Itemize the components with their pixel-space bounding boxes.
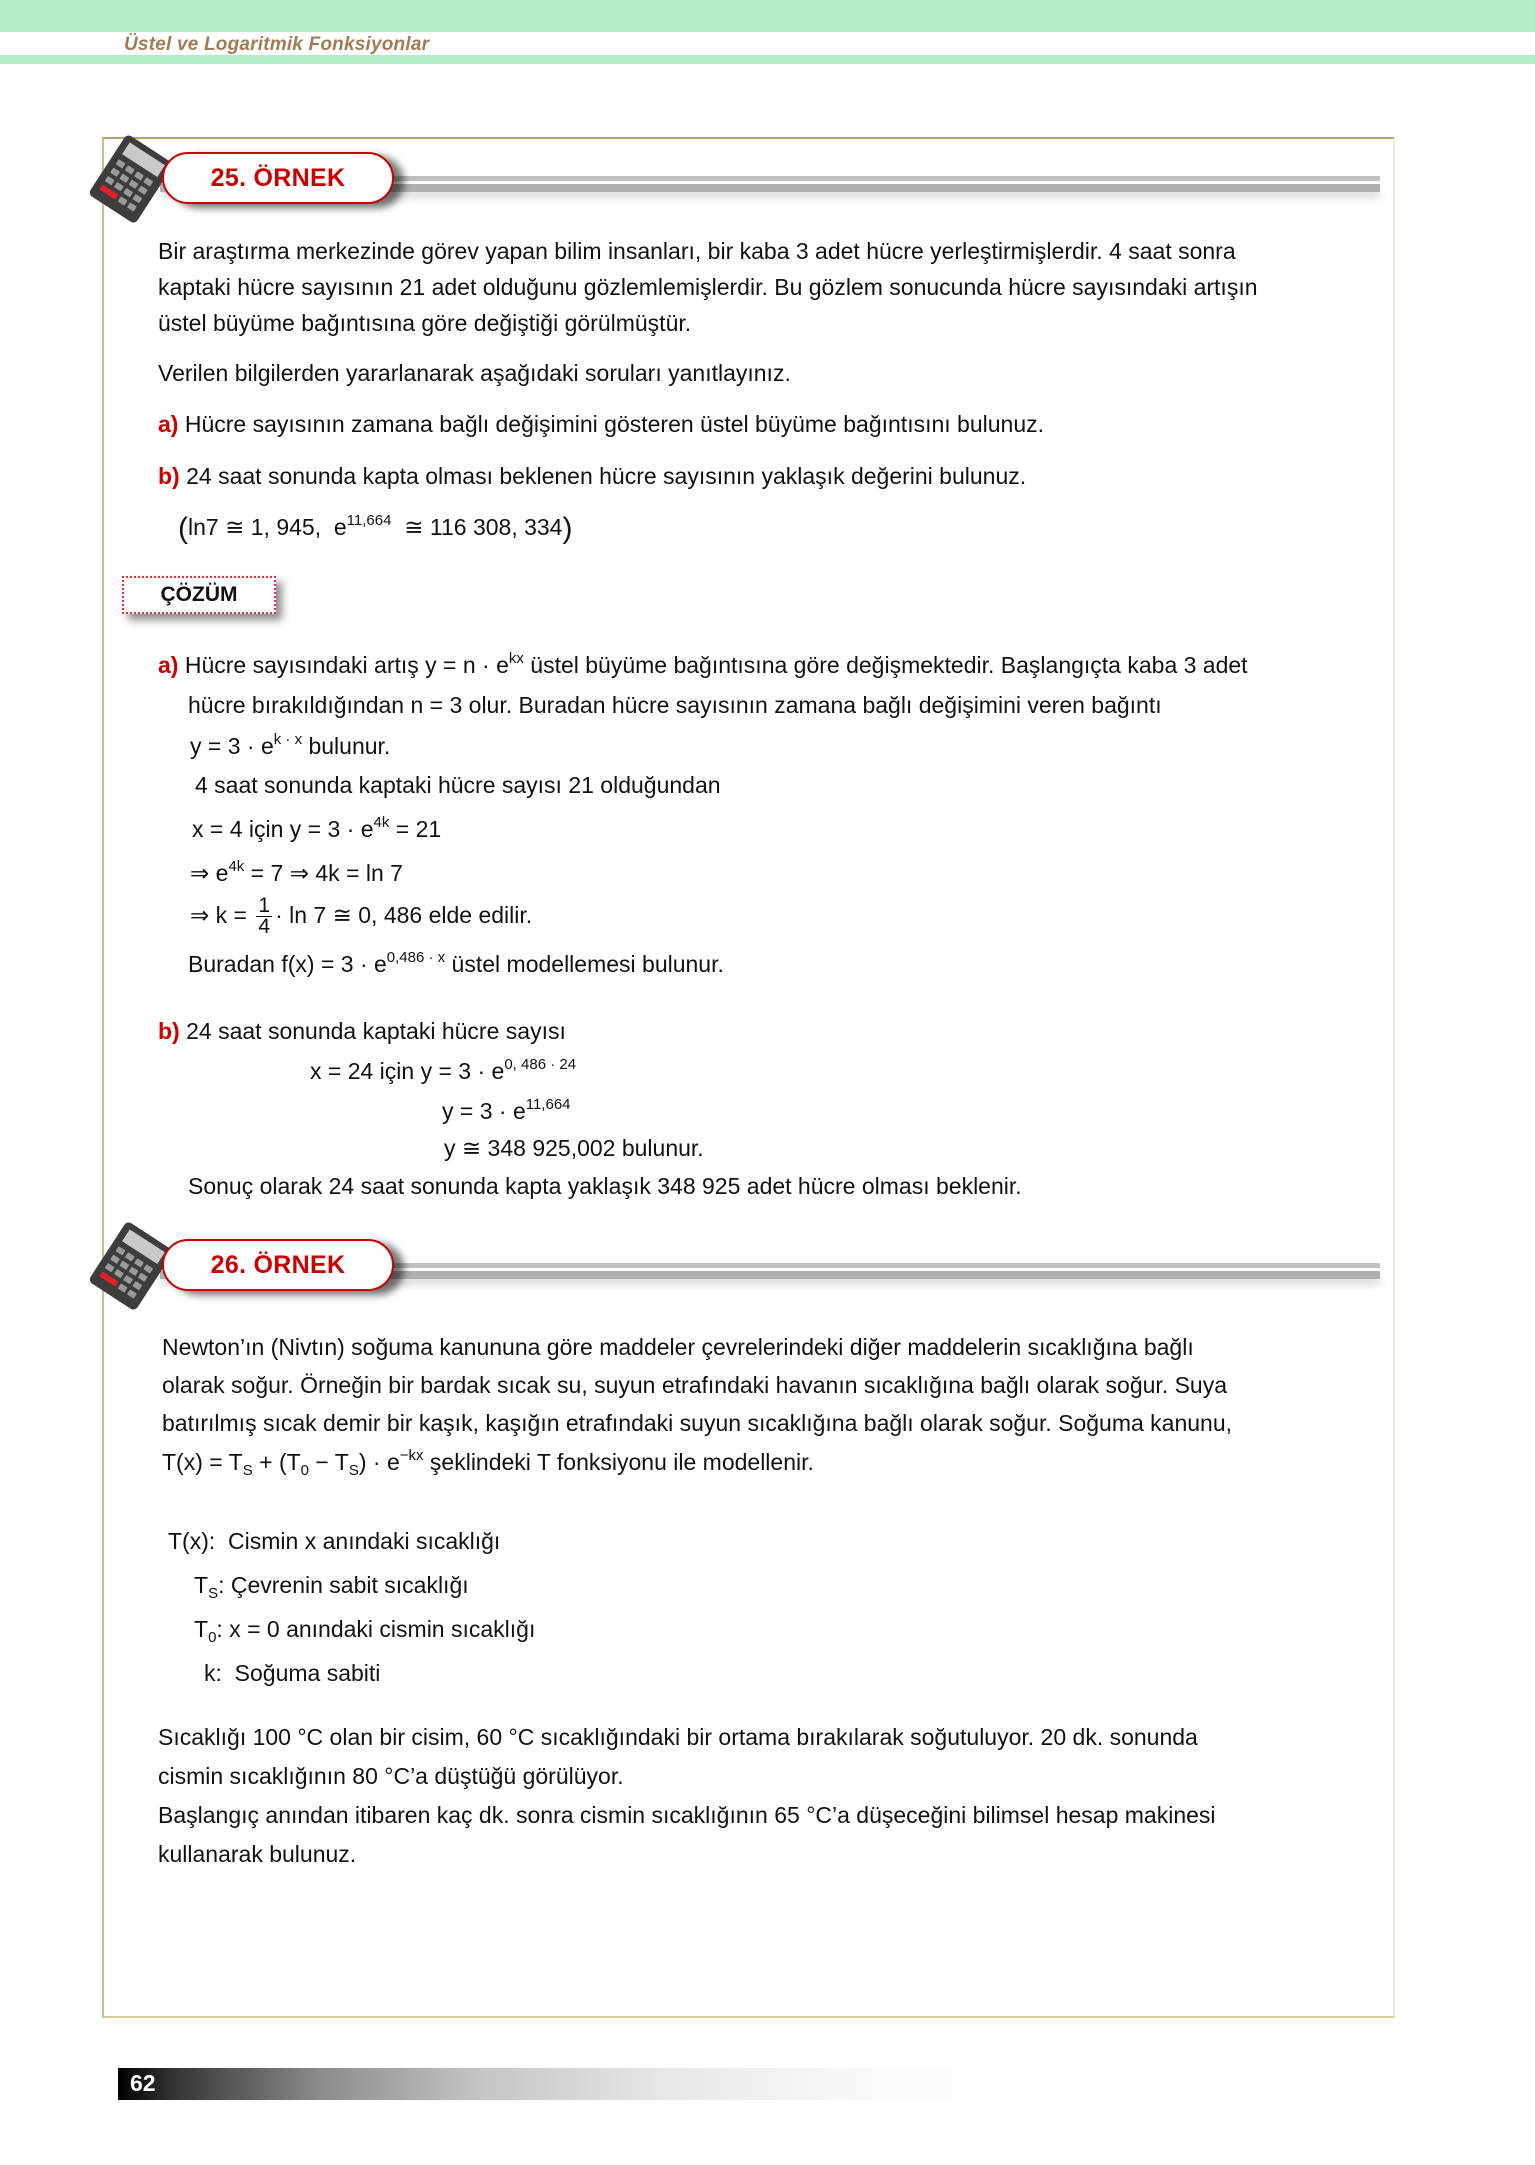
- math-text: Hücre sayısındaki artış y = n · e: [184, 652, 509, 678]
- example-26-intro-line-3: batırılmış sıcak demir bir kaşık, kaşığın etrafındaki suyun sıcaklığına bağlı olarak soğur. Soğuma kanunu,: [162, 1410, 1233, 1436]
- question-a-marker: a): [158, 411, 179, 437]
- math-text: − T: [309, 1449, 349, 1475]
- subscript: 0: [208, 1629, 217, 1646]
- example-25-given-values: (ln7 ≅ 1, 945, $e^{11,664}$ ≅ 116 308, 334): [178, 512, 573, 545]
- definition-colon: :: [216, 1616, 223, 1642]
- exponent: k · x: [273, 731, 303, 748]
- definition-text: Çevrenin sabit sıcaklığı: [230, 1572, 469, 1598]
- solution-label: [122, 576, 276, 614]
- exponent: −kx: [399, 1447, 424, 1464]
- math-text: üstel modellemesi bulunur.: [445, 951, 724, 977]
- question-a-text: Hücre sayısının zamana bağlı değişimini gösteren üstel büyüme bağıntısını bulunuz.: [184, 411, 1044, 437]
- exponent: 0,486 · x: [386, 949, 446, 966]
- example-25-title: 25. ÖRNEK: [210, 163, 346, 192]
- question-b-text: 24 saat sonunda kapta olması beklenen hücre sayısının yaklaşık değerini bulunuz.: [186, 463, 1027, 489]
- given-ln7: ln7 ≅ 1, 945,: [188, 514, 322, 540]
- question-b-marker: b): [158, 463, 180, 489]
- example-26-problem-line-3: Başlangıç anından itibaren kaç dk. sonra cismin sıcaklığının 65 °C’a düşeceğini bilimsel hesap makinesi: [158, 1802, 1216, 1828]
- definition-tx: [168, 1522, 500, 1560]
- math-text: x = 24 için y = 3 · e: [310, 1058, 505, 1084]
- solution-b-line-3: [442, 1092, 571, 1130]
- math-text: y = 3 · e: [190, 733, 274, 759]
- subscript: S: [242, 1462, 253, 1479]
- solution-a-line-6: [190, 854, 403, 892]
- math-text: ) · e: [358, 1449, 400, 1475]
- math-text: + (T: [252, 1449, 301, 1475]
- fraction: [256, 896, 272, 937]
- solution-b-line-2: [310, 1052, 576, 1090]
- exponent: 4k: [373, 814, 390, 831]
- exponent: 4k: [228, 858, 245, 875]
- solution-b-line-4: y ≅ 348 925,002 bulunur.: [444, 1135, 704, 1161]
- example-25-banner: [100, 138, 1380, 218]
- example-26-intro-line-1: Newton’ın (Nivtın) soğuma kanununa göre maddeler çevrelerindeki diğer maddelerin sıcaklığına bağlı: [162, 1334, 1194, 1360]
- example-26-problem-line-1: Sıcaklığı 100 °C olan bir cisim, 60 °C sıcaklığındaki bir ortama bırakılarak soğutuluyor. 20 dk. sonunda: [158, 1724, 1198, 1750]
- example-25-question-b: [158, 457, 1026, 495]
- math-text: Buradan f(x) = 3 · e: [188, 951, 387, 977]
- example-25-intro-line-2: kaptaki hücre sayısının 21 adet olduğunu gözlemlemişlerdir. Bu gözlem sonucunda hücre sayısındaki artışın: [158, 274, 1258, 300]
- definition-text: Cismin x anındaki sıcaklığı: [228, 1528, 501, 1554]
- definition-text: Soğuma sabiti: [234, 1660, 381, 1686]
- definition-colon: :: [218, 1572, 225, 1598]
- example-25-label: [162, 152, 394, 204]
- example-26-intro-line-2: olarak soğur. Örneğin bir bardak sıcak su, suyun etrafındaki havanın sıcaklığına bağlı olarak soğur. Suya: [162, 1372, 1227, 1398]
- subscript: S: [208, 1585, 219, 1602]
- math-text: x = 4 için y = 3 · e: [192, 816, 374, 842]
- example-25-question-a: [158, 405, 1044, 443]
- exponent: 11,664: [525, 1096, 571, 1113]
- solution-title: ÇÖZÜM: [160, 583, 238, 606]
- subscript: S: [348, 1462, 359, 1479]
- definition-k: [204, 1654, 380, 1692]
- given-e-base: e: [333, 514, 347, 540]
- definition-t0: [194, 1610, 535, 1648]
- math-text: bulunur.: [302, 733, 391, 759]
- given-e-value: ≅ 116 308, 334: [404, 514, 563, 540]
- example-26-formula: [162, 1443, 814, 1481]
- example-25-instruction: Verilen bilgilerden yararlanarak aşağıdaki soruları yanıtlayınız.: [158, 360, 791, 386]
- math-text: = 21: [389, 816, 442, 842]
- math-text: üstel büyüme bağıntısına göre değişmektedir. Başlangıçta kaba 3 adet: [523, 652, 1248, 678]
- running-title: Üstel ve Logaritmik Fonksiyonlar: [124, 34, 430, 55]
- fraction-numerator: 1: [258, 894, 271, 918]
- definition-symbol: T: [194, 1616, 209, 1642]
- math-text: ⇒ e: [190, 860, 229, 886]
- solution-b-marker: b): [158, 1018, 180, 1044]
- exponent: kx: [508, 650, 524, 667]
- definition-ts: [194, 1566, 469, 1604]
- page-number-bar: [118, 2068, 1018, 2100]
- math-text: · ln 7 ≅ 0, 486 elde edilir.: [275, 902, 533, 928]
- math-text: y = 3 · e: [442, 1098, 526, 1124]
- solution-a-marker: a): [158, 652, 179, 678]
- example-26-title: 26. ÖRNEK: [210, 1250, 346, 1279]
- given-e-exponent: 11,664: [346, 512, 392, 529]
- definition-symbol: T: [194, 1572, 209, 1598]
- math-text: ⇒ k =: [190, 902, 254, 928]
- example-26-banner: [100, 1225, 1380, 1305]
- definition-symbol: k:: [204, 1660, 222, 1686]
- math-text: = 7 ⇒ 4k = ln 7: [244, 860, 403, 886]
- example-25-intro-line-3: üstel büyüme bağıntısına göre değiştiği görülmüştür.: [158, 310, 692, 336]
- solution-b-line-1: [158, 1012, 566, 1050]
- header-divider: [0, 55, 1535, 64]
- solution-a-line-7: [190, 896, 532, 937]
- top-decorative-band: [0, 0, 1535, 32]
- example-26-label: [162, 1239, 394, 1291]
- definition-text: x = 0 anındaki cismin sıcaklığı: [229, 1616, 536, 1642]
- example-26-problem-line-4: kullanarak bulunuz.: [158, 1841, 357, 1867]
- math-text: şeklindeki T fonksiyonu ile modellenir.: [423, 1449, 814, 1475]
- page-number: 62: [130, 2070, 156, 2096]
- example-26-problem-line-2: cismin sıcaklığının 80 °C’a düştüğü görülüyor.: [158, 1763, 624, 1789]
- solution-a-line-4: 4 saat sonunda kaptaki hücre sayısı 21 olduğundan: [195, 772, 721, 798]
- math-text: T(x) = T: [162, 1449, 243, 1475]
- definition-symbol: T(x):: [168, 1528, 216, 1554]
- example-25-intro-line-1: Bir araştırma merkezinde görev yapan bilim insanları, bir kaba 3 adet hücre yerleştirmişlerdir. 4 saat sonra: [158, 238, 1236, 264]
- exponent: 0, 486 · 24: [504, 1056, 577, 1073]
- solution-a-line-5: [192, 810, 441, 848]
- solution-a-line-8: [188, 945, 724, 983]
- subscript: 0: [300, 1462, 309, 1479]
- math-text: 24 saat sonunda kaptaki hücre sayısı: [186, 1018, 566, 1044]
- solution-b-conclusion: Sonuç olarak 24 saat sonunda kapta yaklaşık 348 925 adet hücre olması beklenir.: [188, 1173, 1022, 1199]
- fraction-denominator: 4: [258, 915, 271, 939]
- solution-a-line-1: [158, 646, 1248, 684]
- solution-a-line-2: hücre bırakıldığından n = 3 olur. Buradan hücre sayısının zamana bağlı değişimini veren bağıntı: [188, 692, 1162, 718]
- solution-a-line-3: [190, 727, 390, 765]
